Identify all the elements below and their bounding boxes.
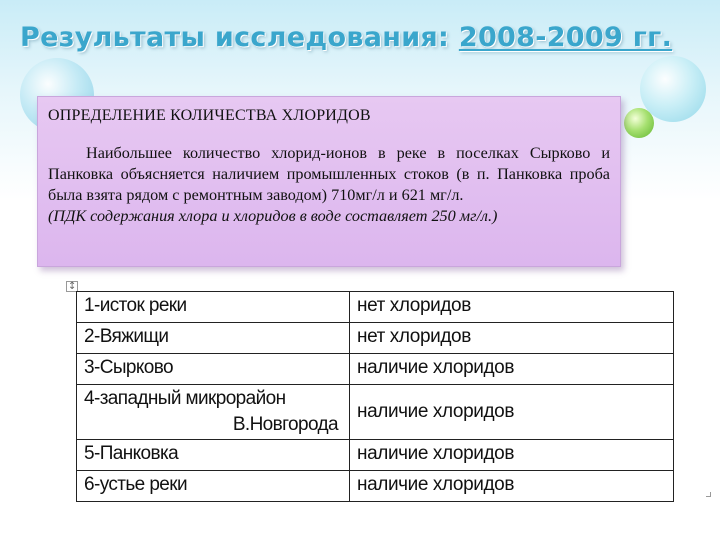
place-cell: [77, 385, 350, 440]
place-cell: 2-Вяжищи: [77, 323, 350, 354]
slide-title-main: Результаты исследования:: [20, 22, 459, 53]
table-row: [77, 323, 674, 354]
place-cell: 5-Панковка: [77, 440, 350, 471]
table-row: [77, 440, 674, 471]
table-row: [77, 385, 674, 440]
slide-title: [20, 22, 710, 53]
place-cell-line2: В.Новгорода: [232, 414, 338, 435]
decorative-green-bubble-icon: [624, 108, 654, 138]
callout-heading: ОПРЕДЕЛЕНИЕ КОЛИЧЕСТВА ХЛОРИДОВ: [48, 107, 371, 124]
place-cell: 1-исток реки: [77, 292, 350, 323]
table-row: [77, 354, 674, 385]
result-cell: наличие хлоридов: [350, 385, 674, 440]
result-cell: нет хлоридов: [350, 292, 674, 323]
callout-body-text: Наибольшее количество хлорид-ионов в реке в поселках Сырково и Панковка объясняется наличием промышленных стоков (в п. Панковка проба была взята рядом с ремонтным заводом) 710мг/л и 621 мг/л.: [48, 144, 610, 204]
place-cell: 3-Сырково: [77, 354, 350, 385]
table-end-marker: [706, 492, 711, 497]
result-cell: наличие хлоридов: [350, 471, 674, 502]
result-cell: наличие хлоридов: [350, 440, 674, 471]
callout-note-text: (ПДК содержания хлора и хлоридов в воде составляет 250 мг/л.): [48, 207, 498, 225]
place-cell: 6-устье реки: [77, 471, 350, 502]
place-cell-line1: 4-западный микрорайон: [84, 388, 286, 409]
results-table: [76, 291, 674, 502]
table-row: [77, 471, 674, 502]
chlorides-callout-box: [37, 96, 621, 267]
slide-title-years: 2008-2009 гг.: [458, 22, 673, 53]
result-cell: нет хлоридов: [350, 323, 674, 354]
table-move-handle-icon[interactable]: ↕: [68, 281, 77, 292]
result-cell: наличие хлоридов: [350, 354, 674, 385]
table-row: [77, 292, 674, 323]
